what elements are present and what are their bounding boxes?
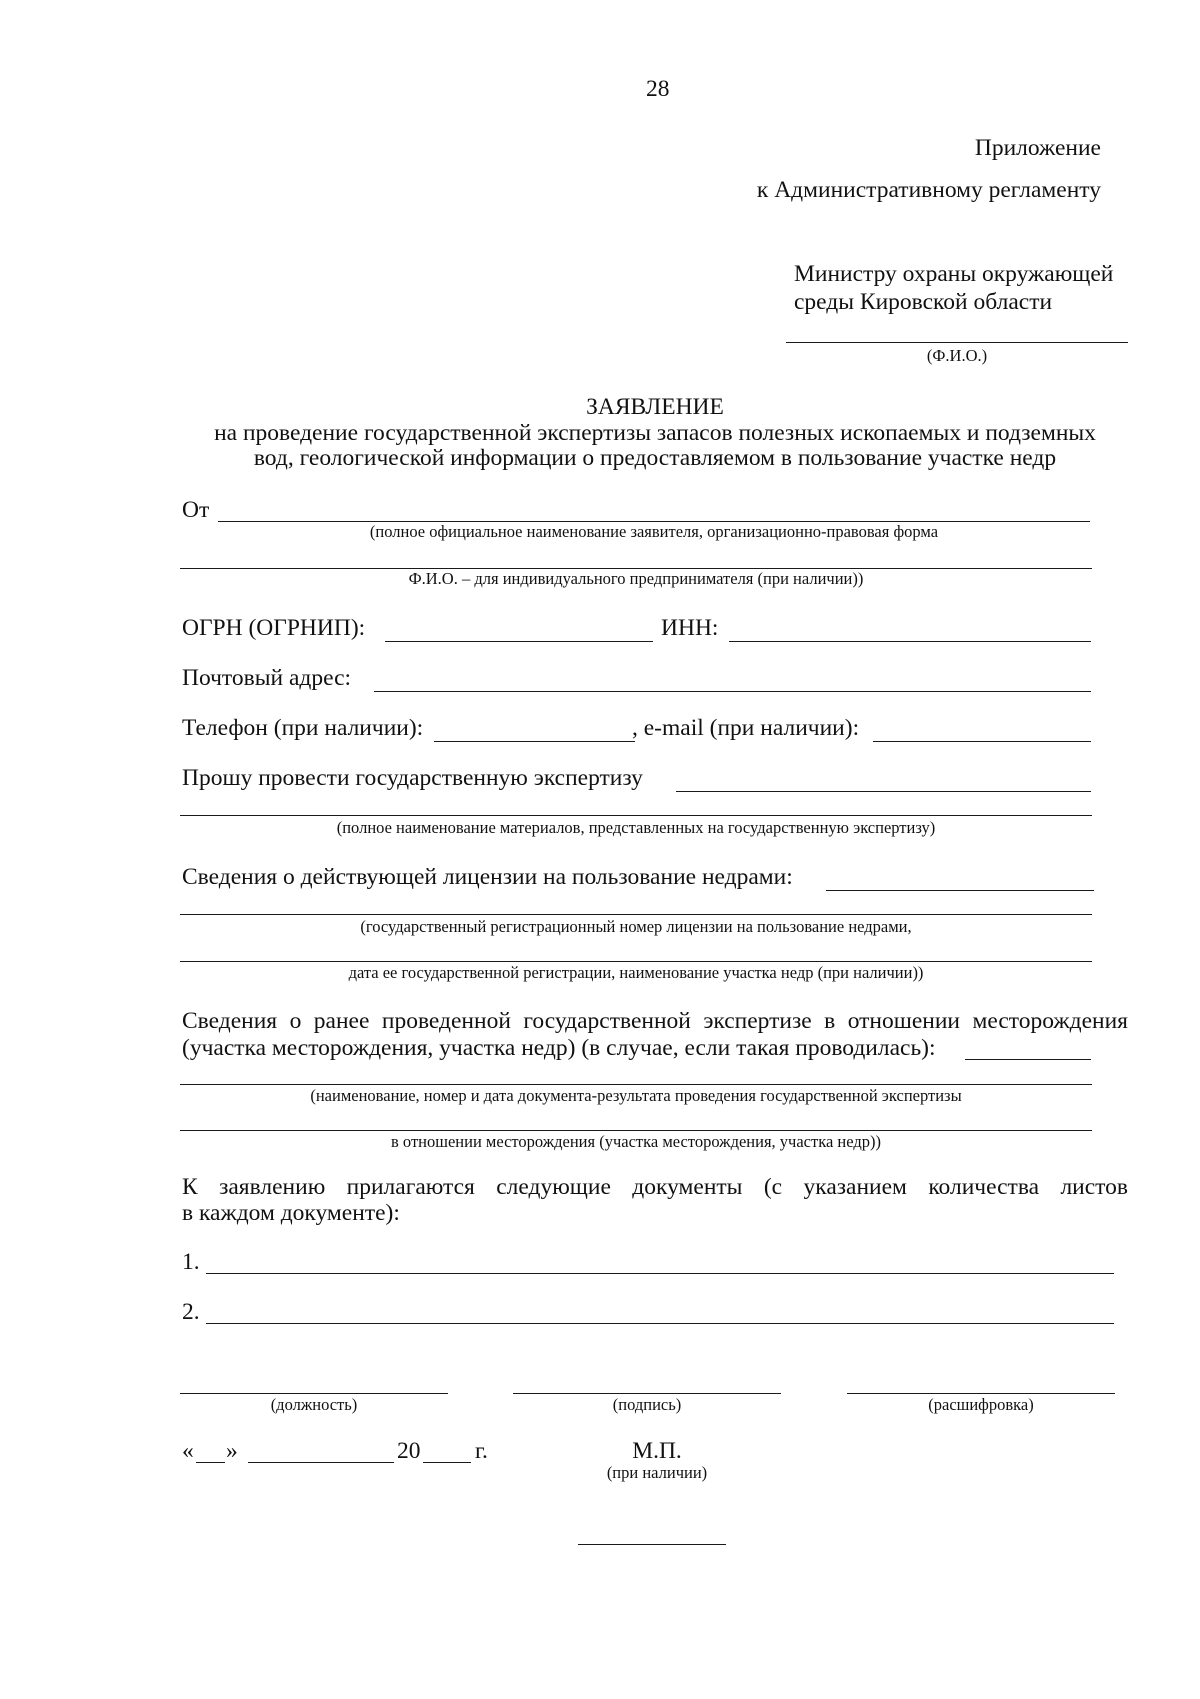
signature-line[interactable] — [513, 1393, 781, 1394]
license-field-line-2[interactable] — [180, 914, 1092, 915]
document-subtitle-2: вод, геологической информации о предоставляемом в пользование участке недр — [253, 445, 1057, 471]
fio-line — [786, 342, 1128, 343]
address-field-line[interactable] — [374, 691, 1091, 692]
attachment-item-line[interactable] — [206, 1323, 1114, 1324]
attachments-line1: К заявлению прилагаются следующие документы (с указанием количества листов — [182, 1174, 1128, 1200]
previous-expertise-field-line-2[interactable] — [180, 1084, 1092, 1085]
date-open-quote: « — [182, 1438, 194, 1464]
license-field-line[interactable] — [826, 890, 1094, 891]
addressee-line1: Министру охраны окружающей — [794, 261, 1114, 287]
license-label: Сведения о действующей лицензии на пользование недрами: — [182, 864, 793, 890]
phone-field-line[interactable] — [434, 741, 635, 742]
address-label: Почтовый адрес: — [182, 665, 352, 691]
fio-caption: (Ф.И.О.) — [926, 346, 988, 365]
document-subtitle-1: на проведение государственной экспертизы запасов полезных ископаемых и подземных — [214, 420, 1096, 446]
license-caption-1: (государственный регистрационный номер лицензии на пользование недрами, — [360, 917, 912, 936]
decoding-line[interactable] — [847, 1393, 1115, 1394]
applicant-caption-1: (полное официальное наименование заявителя, организационно-правовая форма — [369, 522, 939, 541]
signature-caption: (подпись) — [612, 1395, 682, 1414]
date-year-suffix: г. — [475, 1438, 488, 1464]
date-year-prefix: 20 — [397, 1438, 421, 1464]
request-field-line[interactable] — [676, 791, 1091, 792]
document-title: ЗАЯВЛЕНИЕ — [586, 394, 724, 420]
date-close-quote: » — [226, 1438, 238, 1464]
stamp-note: (при наличии) — [606, 1463, 708, 1482]
previous-expertise-line1: Сведения о ранее проведенной государственной экспертизе в отношении месторождения — [182, 1008, 1128, 1034]
previous-expertise-field-line-3[interactable] — [180, 1130, 1092, 1131]
ogrn-label: ОГРН (ОГРНИП): — [182, 615, 366, 641]
inn-label: ИНН: — [661, 615, 719, 641]
appendix-label: Приложение — [974, 135, 1101, 161]
request-label: Прошу провести государственную экспертизу — [182, 765, 643, 791]
position-caption: (должность) — [270, 1395, 358, 1414]
request-field-line-2[interactable] — [180, 815, 1092, 816]
phone-label: Телефон (при наличии): — [182, 715, 424, 741]
date-day-line[interactable] — [196, 1462, 225, 1463]
date-year-line[interactable] — [423, 1462, 471, 1463]
stamp-label: М.П. — [632, 1438, 682, 1464]
closing-separator — [578, 1544, 726, 1545]
attachments-line2: в каждом документе): — [182, 1200, 400, 1226]
decoding-caption: (расшифровка) — [928, 1395, 1034, 1414]
email-field-line[interactable] — [873, 741, 1091, 742]
ogrn-field-line[interactable] — [385, 641, 653, 642]
addressee-line2: среды Кировской области — [794, 289, 1053, 315]
previous-expertise-line2: (участка месторождения, участка недр) (в случае, если такая проводилась): — [182, 1035, 936, 1061]
previous-expertise-caption-1: (наименование, номер и дата документа-результата проведения государственной экспертизы — [310, 1086, 962, 1105]
previous-expertise-field-line[interactable] — [965, 1059, 1091, 1060]
previous-expertise-caption-2: в отношении месторождения (участка месторождения, участка недр)) — [391, 1132, 881, 1151]
license-caption-2: дата ее государственной регистрации, наименование участка недр (при наличии)) — [348, 963, 924, 982]
regulation-label: к Административному регламенту — [756, 177, 1101, 203]
page-number: 28 — [646, 76, 670, 102]
inn-field-line[interactable] — [729, 641, 1091, 642]
request-caption: (полное наименование материалов, представленных на государственную экспертизу) — [336, 818, 936, 837]
email-label: , e-mail (при наличии): — [632, 715, 860, 741]
attachment-item-number: 1. — [182, 1249, 200, 1275]
position-line[interactable] — [180, 1393, 448, 1394]
attachment-item-number: 2. — [182, 1299, 200, 1325]
from-label: От — [182, 497, 210, 523]
attachment-item-line[interactable] — [206, 1273, 1114, 1274]
date-month-line[interactable] — [248, 1462, 394, 1463]
license-field-line-3[interactable] — [180, 961, 1092, 962]
applicant-caption-2: Ф.И.О. – для индивидуального предпринимателя (при наличии)) — [408, 569, 864, 588]
